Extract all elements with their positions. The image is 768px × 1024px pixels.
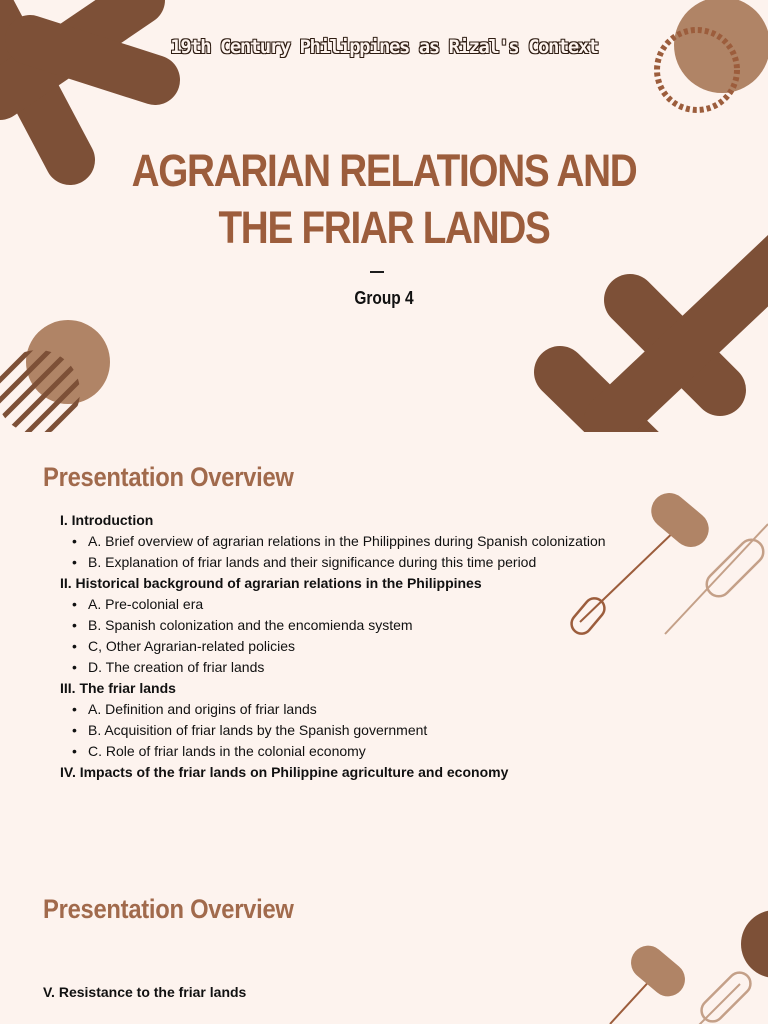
title-line-1: AGRARIAN RELATIONS AND	[131, 145, 637, 196]
outline-item-text: B. Spanish colonization and the encomienda system	[88, 617, 413, 633]
outline-item	[60, 741, 660, 762]
outline-item-text: B. Acquisition of friar lands by the Spanish government	[88, 722, 428, 738]
title-slide	[0, 0, 768, 432]
slide-heading: Presentation Overview	[43, 462, 294, 492]
outline-item	[60, 531, 660, 552]
outline-item-text: C, Other Agrarian-related policies	[88, 638, 295, 654]
outline-item	[60, 720, 660, 741]
slide-heading: Presentation Overview	[43, 894, 294, 924]
title-divider	[370, 271, 384, 273]
outline-item	[60, 615, 660, 636]
circle-right-edge	[741, 910, 768, 978]
overview-slide-2	[0, 864, 768, 1024]
decorative-shapes	[0, 864, 768, 1024]
outline-item	[60, 552, 660, 573]
bullet-icon: •	[72, 617, 77, 633]
outline-list	[60, 510, 660, 783]
outline-item	[60, 699, 660, 720]
outline-section: IV. Impacts of the friar lands on Philippine agriculture and economy	[60, 764, 509, 780]
pin-decoration-3	[610, 939, 755, 1024]
overview-slide	[0, 432, 768, 864]
outline-section: III. The friar lands	[60, 680, 176, 696]
outline-section: V. Resistance to the friar lands	[43, 984, 247, 1000]
bullet-icon: •	[72, 638, 77, 654]
slide-title	[54, 142, 714, 256]
bullet-icon: •	[72, 659, 77, 675]
bullet-icon: •	[72, 596, 77, 612]
outline-item-text: C. Role of friar lands in the colonial economy	[88, 743, 366, 759]
bullet-icon: •	[72, 533, 77, 549]
title-line-2: THE FRIAR LANDS	[218, 202, 550, 253]
outline-section: II. Historical background of agrarian relations in the Philippines	[60, 575, 482, 591]
outline-item-text: A. Brief overview of agrarian relations in the Philippines during Spanish colonization	[88, 533, 606, 549]
outline-item-text: A. Definition and origins of friar lands	[88, 701, 317, 717]
bullet-icon: •	[72, 701, 77, 717]
bullet-icon: •	[72, 722, 77, 738]
zigzag-bottom-right-shape	[560, 250, 768, 432]
outline-section: I. Introduction	[60, 512, 154, 528]
group-label: Group 4	[354, 288, 414, 308]
outline-item-text: B. Explanation of friar lands and their significance during this time period	[88, 554, 537, 570]
slide-subtitle: 19th Century Philippines as Rizal's Context	[170, 36, 598, 58]
outline-item-text: D. The creation of friar lands	[88, 659, 265, 675]
bullet-icon: •	[72, 554, 77, 570]
outline-item	[60, 657, 660, 678]
outline-item-text: A. Pre-colonial era	[88, 596, 204, 612]
outline-item	[60, 594, 660, 615]
outline-item	[60, 636, 660, 657]
zigzag-top-left-shape	[0, 0, 155, 160]
bullet-icon: •	[72, 743, 77, 759]
